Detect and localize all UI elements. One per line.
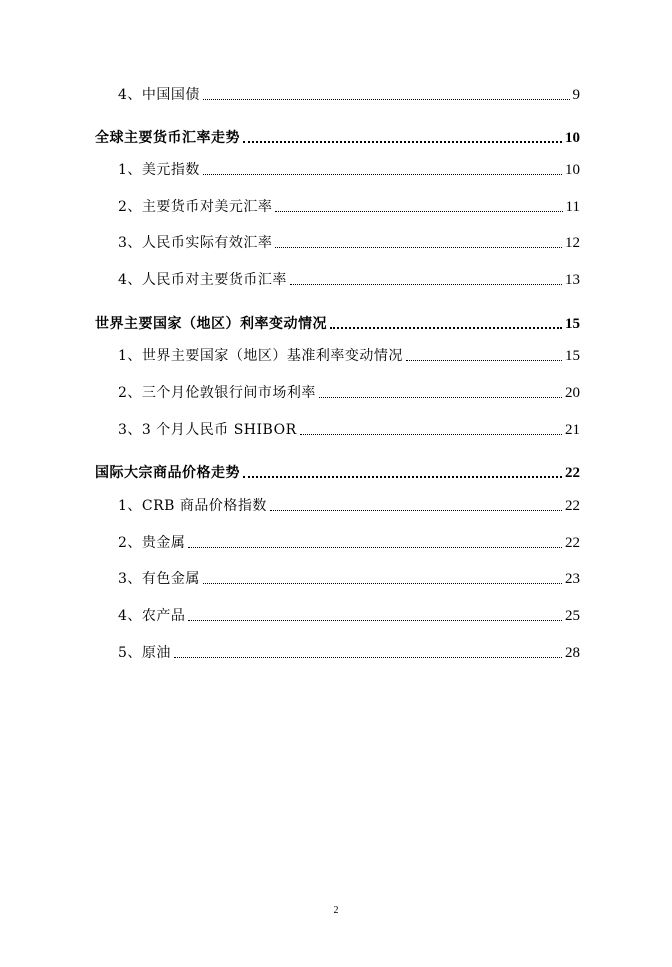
toc-entry[interactable] bbox=[118, 419, 580, 439]
dot-leader bbox=[330, 327, 562, 329]
toc-entry-page: 28 bbox=[565, 645, 580, 661]
toc-section-page: 10 bbox=[565, 130, 580, 146]
dot-leader bbox=[203, 99, 570, 100]
page-number: 2 bbox=[333, 905, 339, 916]
toc-entry-label: 4、人民币对主要货币汇率 bbox=[118, 272, 287, 288]
toc-entry[interactable] bbox=[118, 159, 580, 179]
dot-leader bbox=[275, 211, 562, 212]
dot-leader bbox=[243, 141, 562, 143]
toc-section-label: 国际大宗商品价格走势 bbox=[95, 465, 240, 481]
toc-entry[interactable] bbox=[118, 84, 580, 104]
toc-entry-label: 5、原油 bbox=[118, 645, 171, 661]
toc-section-label: 世界主要国家（地区）利率变动情况 bbox=[95, 316, 327, 332]
dot-leader bbox=[300, 434, 562, 435]
toc-entry-page: 15 bbox=[565, 348, 580, 364]
dot-leader bbox=[243, 476, 562, 478]
toc-section-heading[interactable] bbox=[95, 313, 580, 333]
toc-section-page: 22 bbox=[565, 465, 580, 481]
dot-leader bbox=[319, 397, 562, 398]
toc-entry-page: 22 bbox=[565, 498, 580, 514]
toc-entry-page: 23 bbox=[565, 571, 580, 587]
toc-entry-page: 21 bbox=[565, 422, 580, 438]
dot-leader bbox=[406, 360, 562, 361]
toc-entry-label: 4、农产品 bbox=[118, 608, 186, 624]
dot-leader bbox=[290, 284, 562, 285]
toc-entry-page: 11 bbox=[565, 199, 580, 215]
toc-entry-label: 1、世界主要国家（地区）基准利率变动情况 bbox=[118, 348, 403, 364]
toc-entry[interactable] bbox=[118, 568, 580, 588]
toc-entry-label: 3、3 个月人民币 SHIBOR bbox=[118, 422, 297, 438]
toc-entry-label: 1、美元指数 bbox=[118, 162, 200, 178]
toc-entry-label: 2、主要货币对美元汇率 bbox=[118, 199, 273, 215]
toc-entry[interactable] bbox=[118, 382, 580, 402]
toc-entry-page: 13 bbox=[565, 272, 580, 288]
toc-entry-page: 25 bbox=[565, 608, 580, 624]
dot-leader bbox=[188, 547, 562, 548]
toc-section-label: 全球主要货币汇率走势 bbox=[95, 130, 240, 146]
toc-entry[interactable] bbox=[118, 532, 580, 552]
dot-leader bbox=[188, 620, 562, 621]
toc-section-heading[interactable] bbox=[95, 462, 580, 482]
toc-entry-label: 4、中国国债 bbox=[118, 87, 200, 103]
toc-entry[interactable] bbox=[118, 345, 580, 365]
toc-entry-page: 20 bbox=[565, 385, 580, 401]
toc-entry-label: 3、人民币实际有效汇率 bbox=[118, 235, 273, 251]
toc-entry[interactable] bbox=[118, 196, 580, 216]
toc-entry[interactable] bbox=[118, 232, 580, 252]
toc-entry[interactable] bbox=[118, 269, 580, 289]
dot-leader bbox=[174, 657, 562, 658]
toc-entry-page: 10 bbox=[565, 162, 580, 178]
toc-entry[interactable] bbox=[118, 642, 580, 662]
dot-leader bbox=[203, 174, 562, 175]
dot-leader bbox=[270, 510, 562, 511]
toc-section-page: 15 bbox=[565, 316, 580, 332]
toc-section-heading[interactable] bbox=[95, 127, 580, 147]
toc-entry-page: 9 bbox=[572, 87, 580, 103]
toc-entry[interactable] bbox=[118, 495, 580, 515]
dot-leader bbox=[275, 247, 562, 248]
toc-entry-page: 22 bbox=[565, 535, 580, 551]
toc-entry-label: 2、贵金属 bbox=[118, 535, 186, 551]
toc-entry-page: 12 bbox=[565, 235, 580, 251]
toc-entry-label: 1、CRB 商品价格指数 bbox=[118, 498, 267, 514]
toc-entry-label: 3、有色金属 bbox=[118, 571, 200, 587]
toc-entry-label: 2、三个月伦敦银行间市场利率 bbox=[118, 385, 316, 401]
toc-entry[interactable] bbox=[118, 605, 580, 625]
dot-leader bbox=[203, 583, 562, 584]
